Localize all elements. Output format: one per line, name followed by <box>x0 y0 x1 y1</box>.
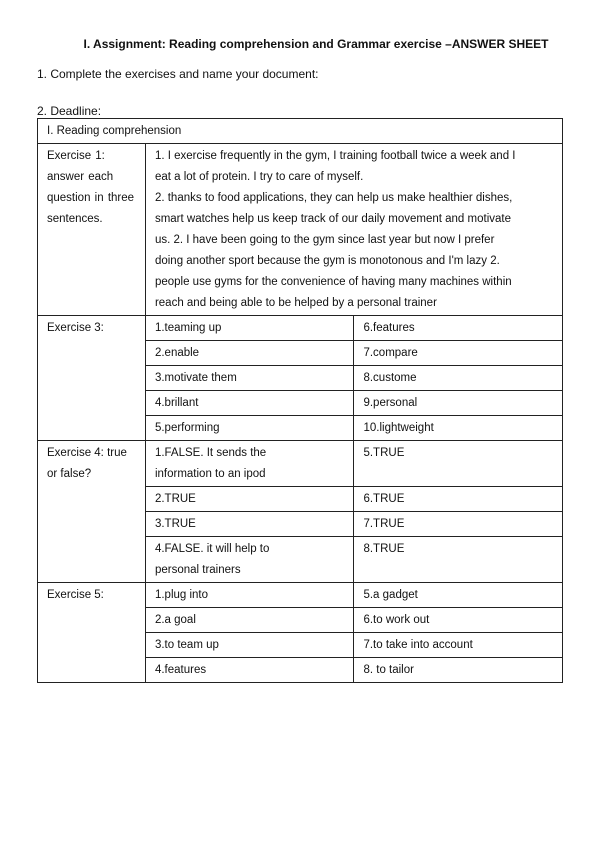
answer-cell: 4.brillant <box>145 391 354 416</box>
exercise1-label-line: question in three <box>47 192 135 204</box>
exercise1-answer-line: 1. I exercise frequently in the gym, I training football twice a week and I <box>154 150 516 162</box>
answer-cell: 8. to tailor <box>354 658 563 683</box>
exercise1-label-line: sentences. <box>47 213 103 225</box>
page-title: I. Assignment: Reading comprehension and Grammar exercise –ANSWER SHEET <box>83 37 549 51</box>
answer-cell: 7.TRUE <box>354 512 563 537</box>
table-row <box>38 316 563 341</box>
answer-cell: 3.TRUE <box>145 512 354 537</box>
answer-line: personal trainers <box>154 564 241 576</box>
answer-cell: 9.personal <box>354 391 563 416</box>
answer-line: information to an ipod <box>154 468 266 480</box>
section-heading: I. Reading comprehension <box>38 119 563 144</box>
answer-cell: 1.teaming up <box>145 316 354 341</box>
exercise1-answer-line: smart watches help us keep track of our daily movement and motivate <box>154 213 511 225</box>
answer-cell: 5.a gadget <box>354 583 563 608</box>
answer-cell: 6.to work out <box>354 608 563 633</box>
exercise1-answer-line: eat a lot of protein. I try to care of myself. <box>154 171 364 183</box>
exercise1-answer-line: reach and being able to be helped by a personal trainer <box>154 297 437 309</box>
answer-cell: 8.TRUE <box>354 537 563 583</box>
answer-cell: 7.compare <box>354 341 563 366</box>
table-row <box>38 441 563 487</box>
answer-line: 4.FALSE. it will help to <box>154 543 270 555</box>
exercise3-label: Exercise 3: <box>38 316 146 441</box>
answer-sheet-table <box>37 118 563 683</box>
table-row <box>38 583 563 608</box>
table-header-row <box>38 119 563 144</box>
exercise1-label-line: Exercise 1: <box>47 150 105 162</box>
answer-cell: 7.to take into account <box>354 633 563 658</box>
answer-cell: 3.motivate them <box>145 366 354 391</box>
answer-cell: 6.TRUE <box>354 487 563 512</box>
exercise5-label: Exercise 5: <box>38 583 146 683</box>
exercise4-label <box>38 441 146 583</box>
exercise1-label-line: answer each <box>47 171 114 183</box>
exercise1-answer-line: us. 2. I have been going to the gym since last year but now I prefer <box>154 234 495 246</box>
exercise1-label <box>38 144 146 316</box>
answer-cell: 1.plug into <box>145 583 354 608</box>
answer-cell <box>145 441 354 487</box>
instruction-complete-exercises: 1. Complete the exercises and name your document: <box>37 67 319 81</box>
exercise1-answer-line: 2. thanks to food applications, they can help us make healthier dishes, <box>154 192 513 204</box>
answer-cell: 10.lightweight <box>354 416 563 441</box>
answer-cell: 6.features <box>354 316 563 341</box>
instruction-deadline: 2. Deadline: <box>37 104 102 118</box>
answer-cell: 5.performing <box>145 416 354 441</box>
exercise1-answer <box>145 144 562 316</box>
exercise1-answer-line: people use gyms for the convenience of having many machines within <box>154 276 512 288</box>
answer-cell: 5.TRUE <box>354 441 563 487</box>
answer-cell <box>145 537 354 583</box>
exercise4-label-line: or false? <box>47 468 92 480</box>
answer-cell: 2.a goal <box>145 608 354 633</box>
answer-cell: 8.custome <box>354 366 563 391</box>
answer-cell: 4.features <box>145 658 354 683</box>
answer-cell: 2.enable <box>145 341 354 366</box>
exercise4-label-line: Exercise 4: true <box>47 447 127 459</box>
answer-cell: 3.to team up <box>145 633 354 658</box>
answer-cell: 2.TRUE <box>145 487 354 512</box>
answer-line: 1.FALSE. It sends the <box>154 447 267 459</box>
exercise1-row <box>38 144 563 316</box>
exercise1-answer-line: doing another sport because the gym is monotonous and I'm lazy 2. <box>154 255 500 267</box>
